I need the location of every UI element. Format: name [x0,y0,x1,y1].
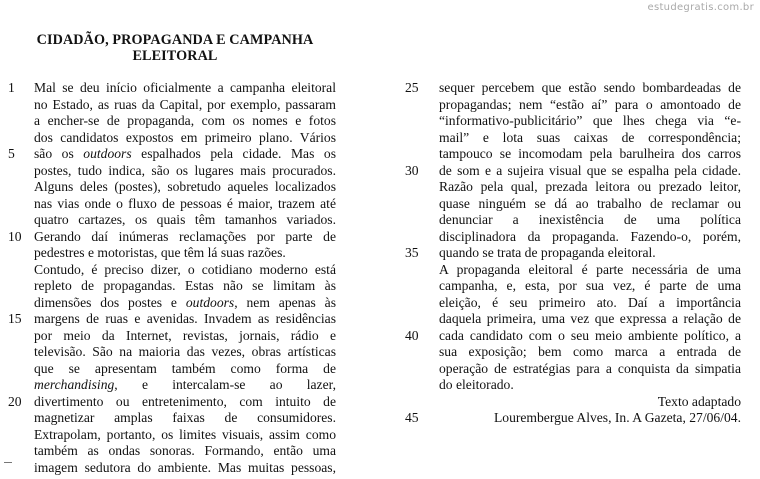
line-text: denunciar a inexistência de uma política [439,212,741,227]
text-line [405,212,741,229]
line-text: quatro cartazes, os quais têm tamanhos variados. [34,212,336,227]
line-text: são os outdoors espalhados pela cidade. Mas os [34,146,336,161]
title-line-1: CIDADÃO, PROPAGANDA E CAMPANHA [36,32,314,48]
line-text: “informativo-publicitário” que lhes chega via “e- [439,113,741,128]
text-line [405,377,741,394]
line-text: eleição, é seu primeiro ato. Daí a importância [439,294,741,310]
text-line [0,196,336,213]
line-number: 40 [405,327,419,343]
line-number: 1 [8,80,15,95]
text-line [0,262,336,279]
line-text: Razão pela qual, prezada leitora ou prezado leitor, [439,179,741,194]
line-text: televisão. São na maioria das vezes, obras artísticas [34,344,336,359]
line-text: sequer percebem que estão sendo bombardeadas de [439,80,741,95]
text-line [405,163,741,180]
margin-dash [4,462,12,463]
line-text: Texto adaptado [657,393,741,409]
line-text: dimensões dos postes e outdoors, nem apenas às [34,294,336,310]
line-number: 35 [405,245,419,260]
line-text: Lourembergue Alves, In. A Gazeta, 27/06/04. [493,410,741,425]
text-line [0,328,336,345]
text-line [405,80,741,97]
text-line [0,229,336,246]
line-number: 20 [8,393,22,409]
text-line [405,245,741,262]
line-text: divertimento ou entretenimento, com intuito de [34,393,336,409]
line-text: Alguns deles (postes), sobretudo aqueles localizados [34,179,336,194]
line-text: magnetizar amplas faixas de consumidores. [34,410,336,425]
text-line [0,179,336,196]
article-title [0,32,350,64]
line-text: que se apresentam também como forma de [34,360,336,376]
text-line [405,344,741,361]
text-line [0,146,336,163]
line-text: operação de estratégias para a conquista da simpatia [439,360,741,376]
text-line [0,295,336,312]
left-column [0,80,336,476]
text-line [405,394,741,411]
text-line [405,361,741,378]
text-line [0,344,336,361]
text-line [405,130,741,147]
right-column [405,80,741,427]
line-text: do eleitorado. [439,377,514,392]
text-line [405,410,741,427]
text-line [405,311,741,328]
text-line [405,229,741,246]
line-text: quase ninguém se dá ao trabalho de reclamar ou [439,195,741,211]
line-text: dos candidatos expostos em primeiro plano. Vários [34,129,336,145]
text-line [405,113,741,130]
text-line [405,295,741,312]
line-text: pedestres e motoristas, que têm lá suas razões. [34,245,286,260]
line-text: Contudo, é preciso dizer, o cotidiano moderno está [34,261,336,277]
text-line [405,179,741,196]
line-text: cada candidato com o seu meio ambiente político, a [439,327,741,343]
text-line [0,361,336,378]
text-line [0,130,336,147]
line-text: sua exposição; bem como marca a entrada de [439,344,741,359]
line-number: 5 [8,146,15,161]
text-line [0,410,336,427]
line-text: a encher-se de propaganda, com os nomes e fotos [34,113,336,128]
text-line [405,328,741,345]
line-text: imagem sedutora do ambiente. Mas muitas pessoas, [34,459,336,475]
line-number: 25 [405,80,419,95]
text-line [0,443,336,460]
text-line [0,97,336,114]
text-line [0,427,336,444]
text-line [0,113,336,130]
line-number: 10 [8,228,22,244]
text-line [0,394,336,411]
text-line [0,311,336,328]
text-line [405,146,741,163]
text-line [0,278,336,295]
line-text: daquela primeira, uma vez que expressa a relação de [439,311,741,326]
text-line [0,163,336,180]
watermark: estudegratis.com.br [647,2,754,13]
line-text: também as ondas sonoras. Formando, então uma [34,443,336,458]
line-text: merchandising, e intercalam-se ao lazer, [34,377,336,392]
line-text: A propaganda eleitoral é parte necessária de uma [439,261,741,277]
line-text: propagandas; nem “estão aí” para o amontoado de [439,96,741,112]
text-line [0,377,336,394]
line-text: nas vias onde o fluxo de pessoas é maior, trazem até [34,195,336,211]
text-line [405,97,741,114]
text-line [0,245,336,262]
text-line [0,80,336,97]
line-text: disciplinadora da propaganda. Fazendo-o, porém, [439,228,741,244]
line-text: margens de ruas e avenidas. Invadem as residências [34,311,336,326]
line-text: no Estado, as ruas da Capital, por exemplo, passaram [34,96,336,112]
line-number: 45 [405,410,419,425]
text-line [0,460,336,477]
line-text: repleto de propagandas. Estas não se limitam às [34,278,336,293]
text-line [0,212,336,229]
line-text: postes, tudo indica, são os lugares mais procurados. [34,162,336,178]
title-line-2: ELEITORAL [132,48,218,64]
line-text: tampouco se incomodam pela barulheira dos carros [439,146,741,161]
text-line [405,262,741,279]
line-text: Gerando daí inúmeras reclamações por parte de [34,228,336,244]
line-text: Mal se deu início oficialmente a campanha eleitoral [34,80,336,95]
line-text: mail” e lota suas caixas de correspondência; [439,129,741,145]
line-text: quando se trata de propaganda eleitoral. [439,245,656,260]
line-text: por meio da Internet, revistas, jornais, rádio e [34,327,336,343]
line-text: de som e a sujeira visual que se espalha pela cidade. [439,162,741,178]
text-line [405,196,741,213]
line-number: 30 [405,162,419,178]
text-line [405,278,741,295]
line-text: Extrapolam, portanto, os limites visuais, assim como [34,426,336,442]
line-number: 15 [8,311,22,326]
line-text: campanha, e, esta, por sua vez, é parte de uma [439,278,741,293]
